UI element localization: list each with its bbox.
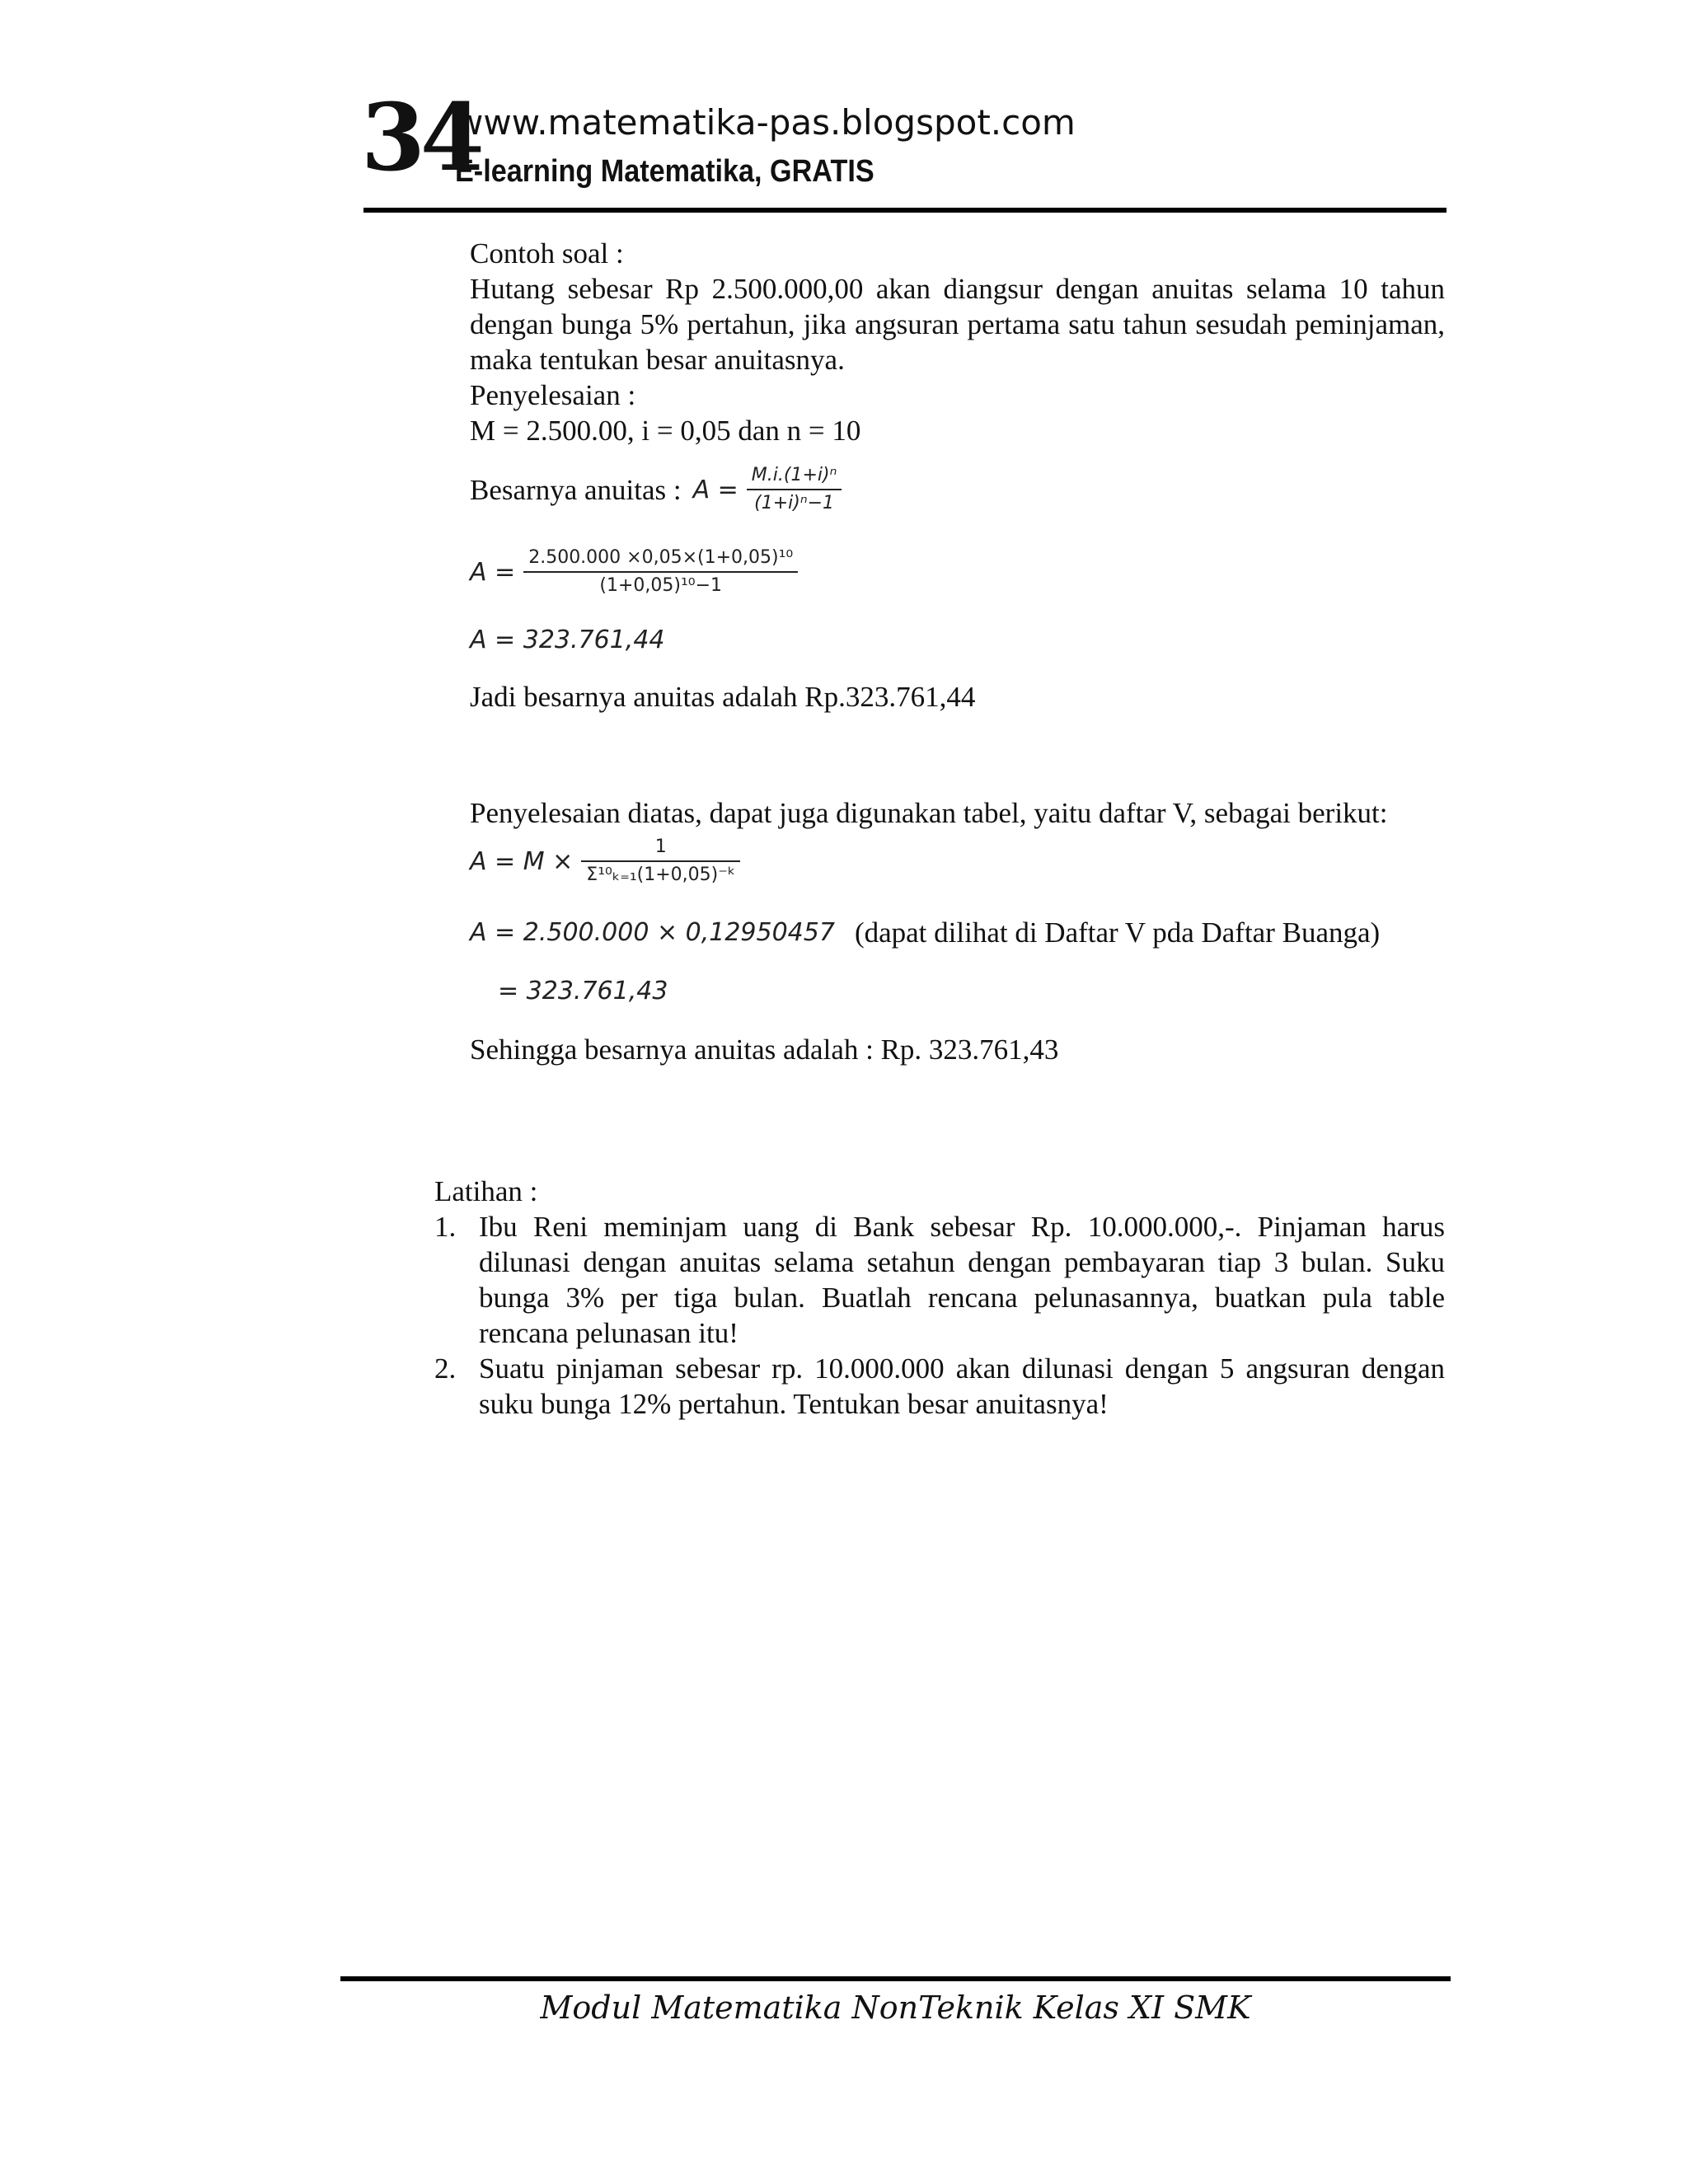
- exercise-number: 1.: [434, 1211, 457, 1243]
- table-formula-denominator: Σ¹⁰ₖ₌₁(1+0,05)⁻ᵏ: [586, 865, 736, 885]
- exercise-number: 2.: [434, 1352, 457, 1385]
- formula-denominator: (1+i)ⁿ−1: [754, 493, 835, 513]
- substitution-lhs: A =: [470, 557, 516, 587]
- table-intro: Penyelesaian diatas, dapat juga digunakan tabel, yaitu daftar V, sebagai berikut:: [470, 797, 1388, 829]
- substitution-numerator: 2.500.000 ×0,05×(1+0,05)¹⁰: [523, 546, 798, 573]
- exercises-heading: Latihan :: [434, 1175, 538, 1207]
- annuity-formula-line: [470, 460, 1445, 519]
- table-calc-note: (dapat dilihat di Daftar V pda Daftar Buanga): [854, 916, 1381, 949]
- header-rule: [363, 208, 1447, 213]
- exercises-section: [434, 1174, 1445, 1422]
- exercise-item: [434, 1209, 1445, 1351]
- table-formula-numerator: 1: [581, 836, 740, 862]
- formula-numerator: M.i.(1+i)ⁿ: [747, 464, 842, 490]
- problem-text: Hutang sebesar Rp 2.500.000,00 akan diangsur dengan anuitas selama 10 tahun dengan bunga 5% pertahun, jika angsuran pertama satu tahun sesudah peminjaman, maka tentukan besar anuitasnya.: [470, 273, 1445, 376]
- substitution-denominator: (1+0,05)¹⁰−1: [599, 575, 723, 596]
- solution-heading: Penyelesaian :: [470, 379, 636, 411]
- exercise-list: [434, 1209, 1445, 1422]
- result-1: A = 323.761,44: [470, 626, 665, 654]
- footer-text: Modul Matematika NonTeknik Kelas XI SMK: [540, 1990, 1251, 2026]
- conclusion-2: Sehingga besarnya anuitas adalah : Rp. 323.761,43: [470, 1033, 1059, 1066]
- example-heading: Contoh soal :: [470, 237, 624, 269]
- table-formula-fraction: [581, 836, 740, 887]
- footer-rule: [340, 1976, 1451, 1981]
- table-calc-line: [470, 913, 1445, 951]
- site-tagline: E-learning Matematika, GRATIS: [455, 154, 874, 189]
- page-number: 34: [361, 84, 480, 192]
- given-values: M = 2.500.00, i = 0,05 dan n = 10: [470, 415, 861, 447]
- table-formula-lhs: A = M ×: [470, 846, 574, 876]
- substitution-line: [470, 542, 1445, 602]
- conclusion-1: Jadi besarnya anuitas adalah Rp.323.761,44: [470, 681, 976, 713]
- annuity-formula-fraction: [747, 464, 842, 515]
- exercise-text: Suatu pinjaman sebesar rp. 10.000.000 akan dilunasi dengan 5 angsuran dengan suku bunga 12% pertahun. Tentukan besar anuitasnya!: [479, 1352, 1445, 1420]
- formula-lhs: A =: [692, 475, 738, 504]
- table-calc: A = 2.500.000 × 0,12950457: [470, 917, 835, 947]
- main-content: [470, 236, 1445, 1067]
- site-url: www.matematika-pas.blogspot.com: [455, 102, 1076, 143]
- table-formula-line: [470, 831, 1445, 892]
- exercise-text: Ibu Reni meminjam uang di Bank sebesar Rp. 10.000.000,-. Pinjaman harus dilunasi dengan anuitas selama setahun dengan pembayaran tiap 3 bulan. Suku bunga 3% per tiga bulan. Buatlah rencana pelunasannya, buatkan pula table rencana pelunasan itu!: [479, 1211, 1445, 1349]
- result-2: = 323.761,43: [498, 977, 668, 1005]
- annuity-label: Besarnya anuitas :: [470, 473, 682, 506]
- exercise-item: [434, 1351, 1445, 1422]
- substitution-fraction: [523, 546, 798, 598]
